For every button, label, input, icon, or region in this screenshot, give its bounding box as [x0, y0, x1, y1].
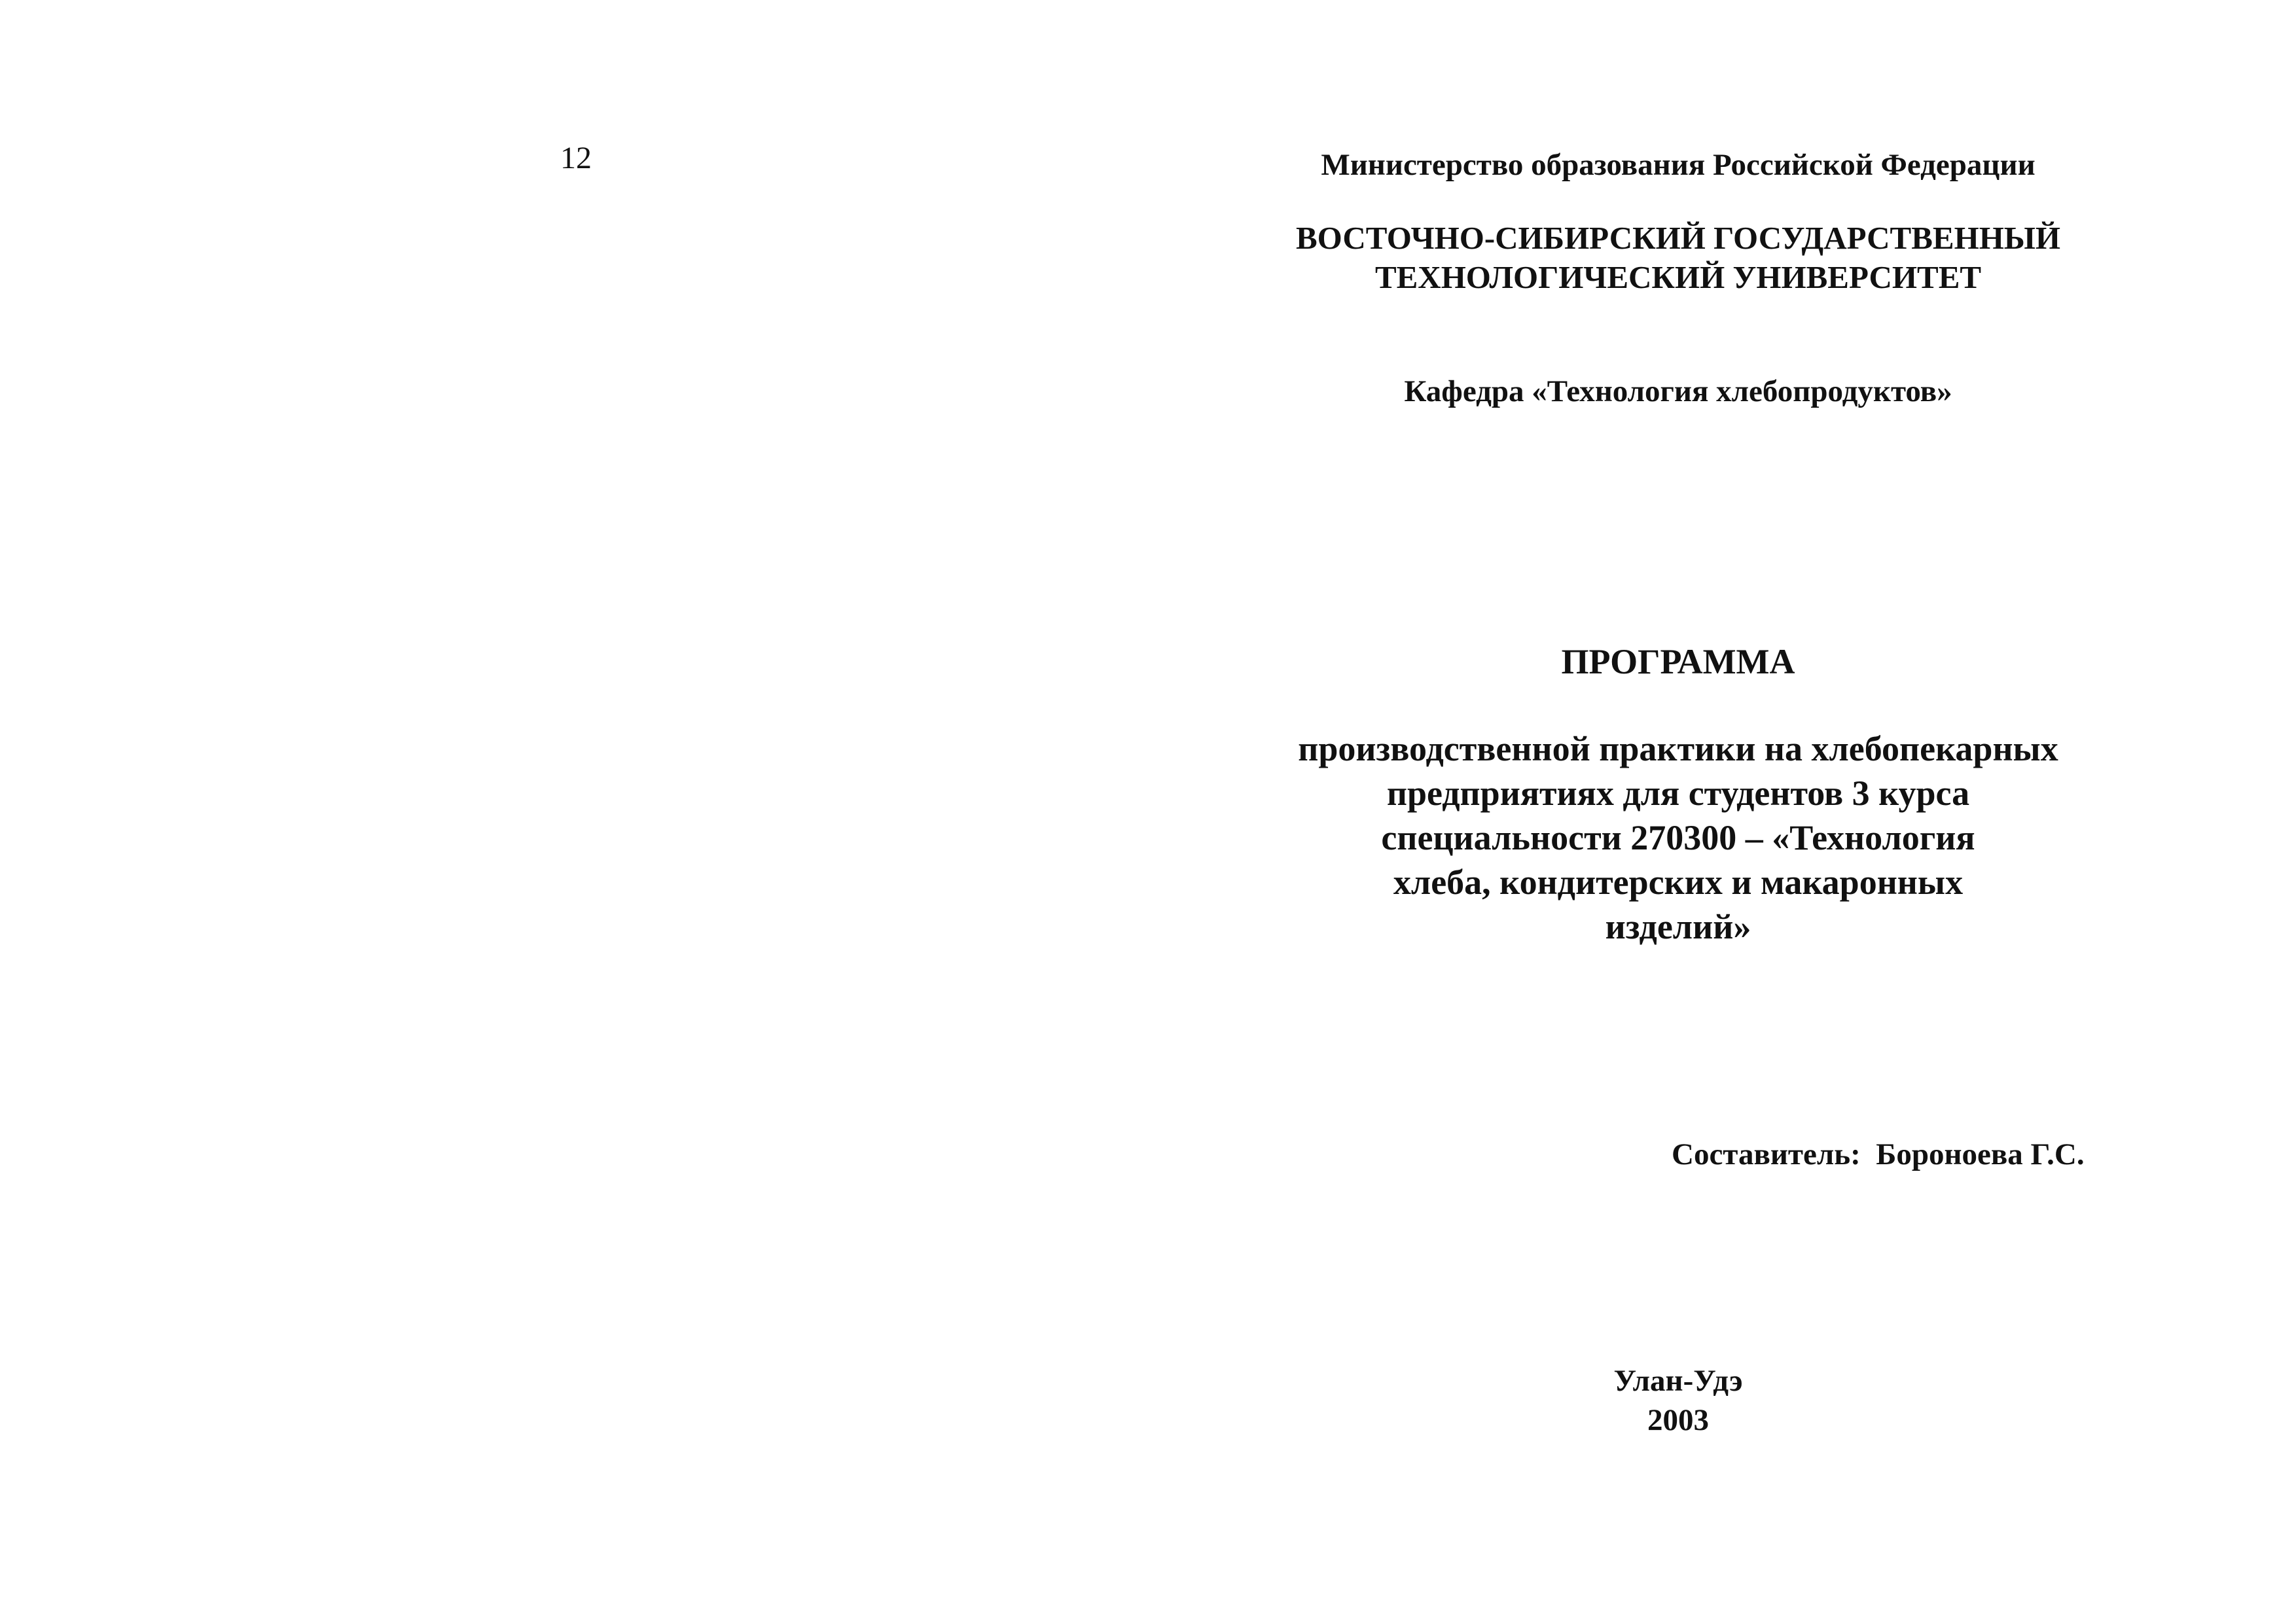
document-subtitle-line: производственной практики на хлебопекарных: [1298, 729, 2058, 768]
department-name: Кафедра «Технология хлебопродуктов»: [1404, 374, 1952, 408]
page-number: 12: [560, 141, 592, 175]
university-name: [1279, 219, 2077, 297]
publication-info: [1279, 1361, 2077, 1440]
document-subtitle-line: изделий»: [1605, 907, 1751, 946]
title-page: [1148, 0, 2296, 1623]
document-title: ПРОГРАММА: [1561, 642, 1795, 681]
university-name-line: ВОСТОЧНО-СИБИРСКИЙ ГОСУДАРСТВЕННЫЙ: [1295, 220, 2061, 256]
compiler-credit: Составитель: Бороноева Г.С.: [1672, 1137, 2085, 1171]
document-subtitle: [1279, 726, 2077, 949]
document-subtitle-line: специальности 270300 – «Технология: [1381, 818, 1975, 857]
ministry-heading: Министерство образования Российской Федерации: [1321, 148, 2036, 182]
university-name-line: ТЕХНОЛОГИЧЕСКИЙ УНИВЕРСИТЕТ: [1374, 259, 1982, 295]
document-subtitle-line: хлеба, кондитерских и макаронных: [1393, 863, 1964, 902]
publication-year: 2003: [1647, 1403, 1709, 1437]
document-subtitle-line: предприятиях для студентов 3 курса: [1386, 774, 1970, 813]
publication-city: Улан-Удэ: [1613, 1364, 1743, 1398]
